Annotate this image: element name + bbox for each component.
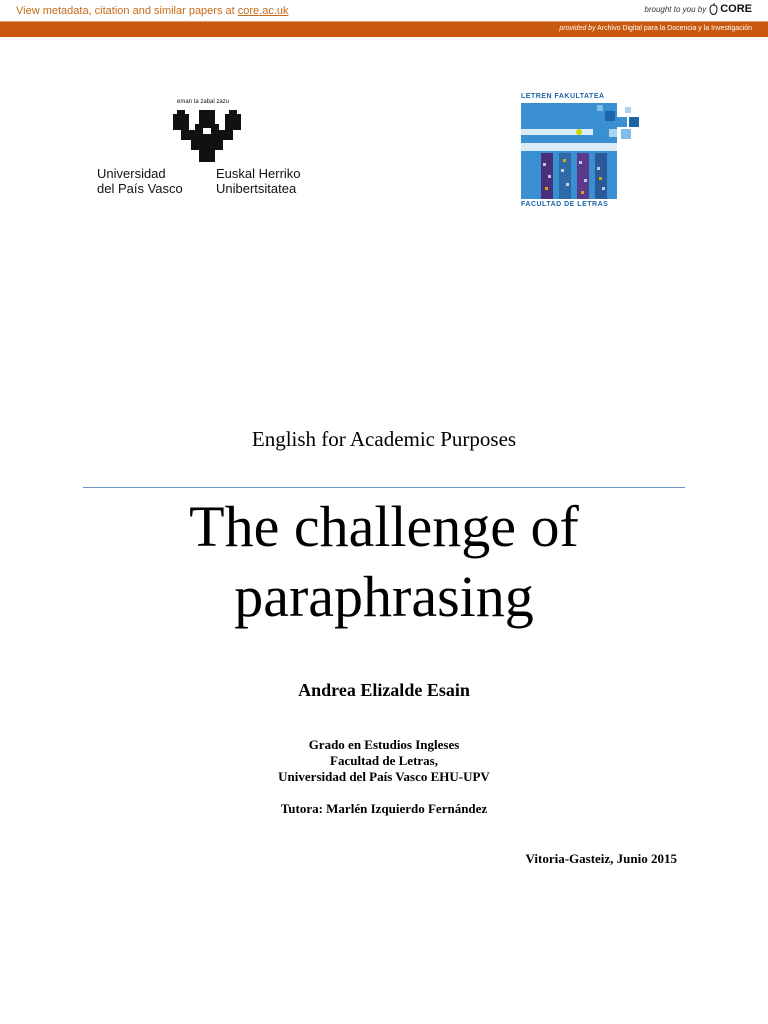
core-apple-icon: [709, 3, 718, 15]
ehu-left-line-2: del País Vasco: [97, 181, 183, 196]
title-line-1: The challenge of: [189, 494, 579, 559]
core-brought-text: brought to you by: [644, 4, 707, 14]
core-brought-by[interactable]: [644, 3, 752, 15]
core-logo[interactable]: [709, 3, 752, 15]
faculty-logo-bottom-text: FACULTAD DE LETRAS: [521, 201, 609, 208]
institution-block: [0, 737, 768, 785]
course-subject: English for Academic Purposes: [251, 427, 517, 451]
ehu-right-line-1: Euskal Herriko: [216, 166, 301, 181]
degree-name: Grado en Estudios Ingleses: [308, 737, 460, 752]
title-line-2: paraphrasing: [234, 564, 534, 629]
ehu-motto: eman ta zabal zazu: [177, 99, 230, 105]
ehu-spanish-name: [97, 166, 183, 196]
tutor-name: Tutora: Marlén Izquierdo Fernández: [280, 801, 488, 816]
core-banner: [0, 0, 768, 22]
author-name: Andrea Elizalde Esain: [298, 680, 470, 700]
ehu-logo: [97, 99, 312, 199]
ehu-left-line-1: Universidad: [97, 166, 166, 181]
provided-source: Archivo Digital para la Docencia y la Investigación: [597, 25, 752, 32]
ehu-right-line-2: Unibertsitatea: [216, 181, 297, 196]
provided-by-bar: [0, 22, 768, 37]
university-name: Universidad del País Vasco EHU-UPV: [278, 769, 490, 784]
faculty-name: Facultad de Letras,: [330, 753, 438, 768]
provided-prefix: provided by: [559, 25, 596, 32]
core-metadata-notice: [16, 5, 289, 17]
faculty-logo-top-text: LETREN FAKULTATEA: [521, 93, 605, 100]
core-link[interactable]: core.ac.uk: [237, 5, 289, 17]
ehu-tree-emblem-icon: [173, 110, 241, 162]
core-logo-text: CORE: [720, 3, 752, 15]
place-date: Vitoria-Gasteiz, Junio 2015: [525, 851, 677, 866]
ehu-basque-name: [216, 166, 301, 196]
faculty-building-emblem-icon: [521, 103, 641, 199]
core-metadata-text: View metadata, citation and similar papers at: [16, 5, 238, 17]
faculty-logo: [521, 93, 641, 210]
provided-by-text[interactable]: [559, 25, 752, 32]
title-divider: [83, 487, 685, 488]
thesis-title: [0, 492, 768, 632]
